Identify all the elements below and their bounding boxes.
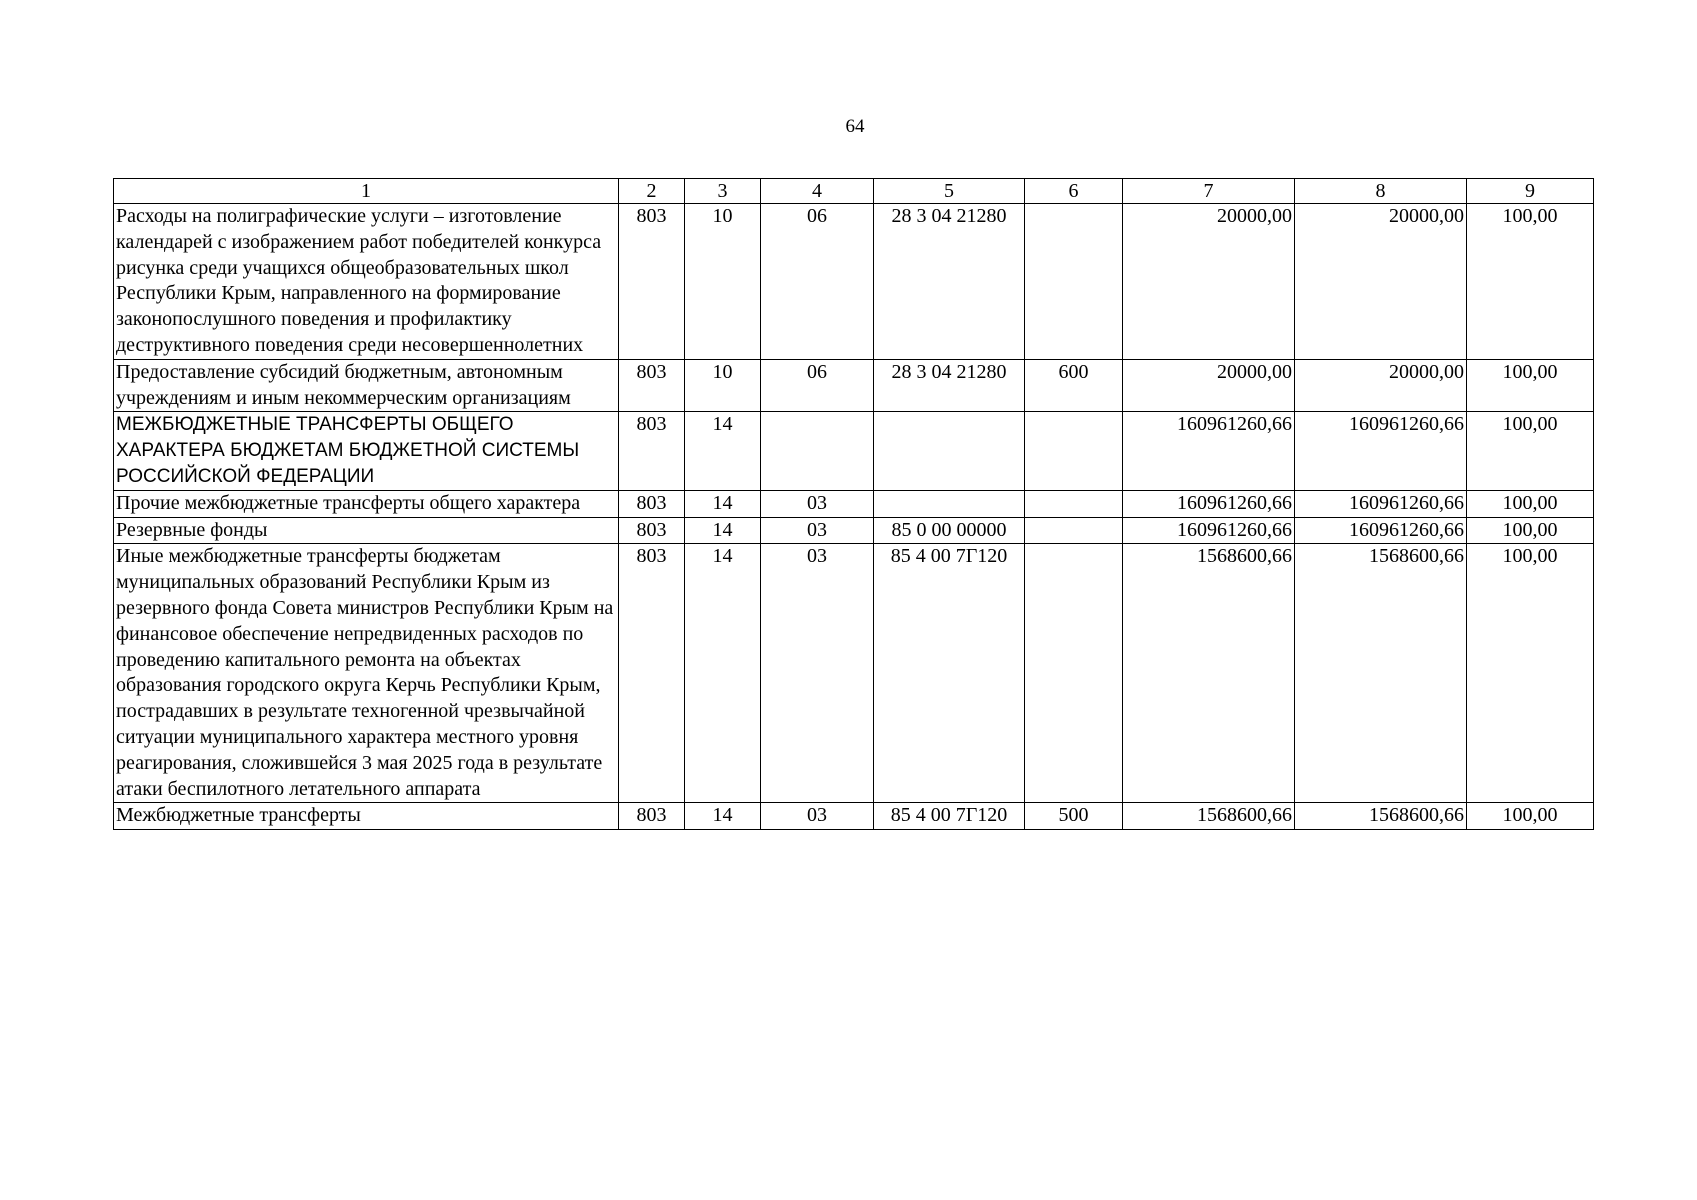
percent-cell: 100,00: [1467, 490, 1594, 517]
subsection-cell: 03: [761, 517, 874, 544]
grbs-cell: 803: [619, 517, 685, 544]
executed-amount-cell: 1568600,66: [1295, 544, 1467, 803]
plan-amount-cell: 1568600,66: [1123, 803, 1295, 830]
column-header: 4: [761, 179, 874, 204]
target-code-cell: 85 0 00 00000: [874, 517, 1025, 544]
percent-cell: 100,00: [1467, 517, 1594, 544]
column-header: 3: [685, 179, 761, 204]
column-header: 8: [1295, 179, 1467, 204]
executed-amount-cell: 160961260,66: [1295, 412, 1467, 490]
grbs-cell: 803: [619, 544, 685, 803]
executed-amount-cell: 1568600,66: [1295, 803, 1467, 830]
row-name: МЕЖБЮДЖЕТНЫЕ ТРАНСФЕРТЫ ОБЩЕГО ХАРАКТЕРА БЮДЖЕТАМ БЮДЖЕТНОЙ СИСТЕМЫ РОССИЙСКОЙ ФЕДЕРАЦИИ: [114, 412, 619, 490]
plan-amount-cell: 20000,00: [1123, 204, 1295, 360]
expense-type-cell: [1025, 517, 1123, 544]
section-cell: 14: [685, 490, 761, 517]
grbs-cell: 803: [619, 359, 685, 412]
plan-amount-cell: 160961260,66: [1123, 490, 1295, 517]
expense-type-cell: 600: [1025, 359, 1123, 412]
table-row: [114, 204, 1594, 360]
table-row: [114, 412, 1594, 490]
target-code-cell: 85 4 00 7Г120: [874, 544, 1025, 803]
expense-type-cell: 500: [1025, 803, 1123, 830]
column-header: 7: [1123, 179, 1295, 204]
expense-type-cell: [1025, 490, 1123, 517]
executed-amount-cell: 160961260,66: [1295, 490, 1467, 517]
target-code-cell: [874, 412, 1025, 490]
subsection-cell: [761, 412, 874, 490]
section-cell: 10: [685, 204, 761, 360]
grbs-cell: 803: [619, 490, 685, 517]
column-header: 2: [619, 179, 685, 204]
grbs-cell: 803: [619, 803, 685, 830]
row-name: Межбюджетные трансферты: [114, 803, 619, 830]
header-row: [114, 179, 1594, 204]
plan-amount-cell: 20000,00: [1123, 359, 1295, 412]
page-number: 64: [845, 116, 865, 137]
budget-table: [113, 178, 1594, 830]
table-row: [114, 544, 1594, 803]
plan-amount-cell: 160961260,66: [1123, 517, 1295, 544]
row-name: Прочие межбюджетные трансферты общего характера: [114, 490, 619, 517]
row-name: Предоставление субсидий бюджетным, автономным учреждениям и иным некоммерческим организациям: [114, 359, 619, 412]
expense-type-cell: [1025, 204, 1123, 360]
percent-cell: 100,00: [1467, 544, 1594, 803]
target-code-cell: 85 4 00 7Г120: [874, 803, 1025, 830]
column-header: 9: [1467, 179, 1594, 204]
row-name: Иные межбюджетные трансферты бюджетам муниципальных образований Республики Крым из резервного фонда Совета министров Республики Крым на финансовое обеспечение непредвиденных расходов по проведению капитального ремонта на объектах образования городского округа Керчь Республики Крым, пострадавших в результате техногенной чрезвычайной ситуации муниципального характера местного уровня реагирования, сложившейся 3 мая 2025 года в результате атаки беспилотного летательного аппарата: [114, 544, 619, 803]
section-cell: 10: [685, 359, 761, 412]
subsection-cell: 03: [761, 544, 874, 803]
section-cell: 14: [685, 803, 761, 830]
expense-type-cell: [1025, 544, 1123, 803]
plan-amount-cell: 160961260,66: [1123, 412, 1295, 490]
executed-amount-cell: 20000,00: [1295, 204, 1467, 360]
executed-amount-cell: 20000,00: [1295, 359, 1467, 412]
section-cell: 14: [685, 517, 761, 544]
percent-cell: 100,00: [1467, 359, 1594, 412]
table-row: [114, 359, 1594, 412]
column-header: 1: [114, 179, 619, 204]
executed-amount-cell: 160961260,66: [1295, 517, 1467, 544]
subsection-cell: 03: [761, 490, 874, 517]
section-cell: 14: [685, 544, 761, 803]
section-cell: 14: [685, 412, 761, 490]
column-header: 5: [874, 179, 1025, 204]
grbs-cell: 803: [619, 412, 685, 490]
target-code-cell: 28 3 04 21280: [874, 204, 1025, 360]
table-row: [114, 517, 1594, 544]
target-code-cell: [874, 490, 1025, 517]
percent-cell: 100,00: [1467, 204, 1594, 360]
target-code-cell: 28 3 04 21280: [874, 359, 1025, 412]
subsection-cell: 06: [761, 359, 874, 412]
row-name: Резервные фонды: [114, 517, 619, 544]
percent-cell: 100,00: [1467, 803, 1594, 830]
subsection-cell: 03: [761, 803, 874, 830]
table-row: [114, 803, 1594, 830]
percent-cell: 100,00: [1467, 412, 1594, 490]
column-header: 6: [1025, 179, 1123, 204]
row-name: Расходы на полиграфические услуги – изготовление календарей с изображением работ победителей конкурса рисунка среди учащихся общеобразовательных школ Республики Крым, направленного на формирование законопослушного поведения и профилактику деструктивного поведения среди несовершеннолетних: [114, 204, 619, 360]
expense-type-cell: [1025, 412, 1123, 490]
table-row: [114, 490, 1594, 517]
subsection-cell: 06: [761, 204, 874, 360]
grbs-cell: 803: [619, 204, 685, 360]
plan-amount-cell: 1568600,66: [1123, 544, 1295, 803]
